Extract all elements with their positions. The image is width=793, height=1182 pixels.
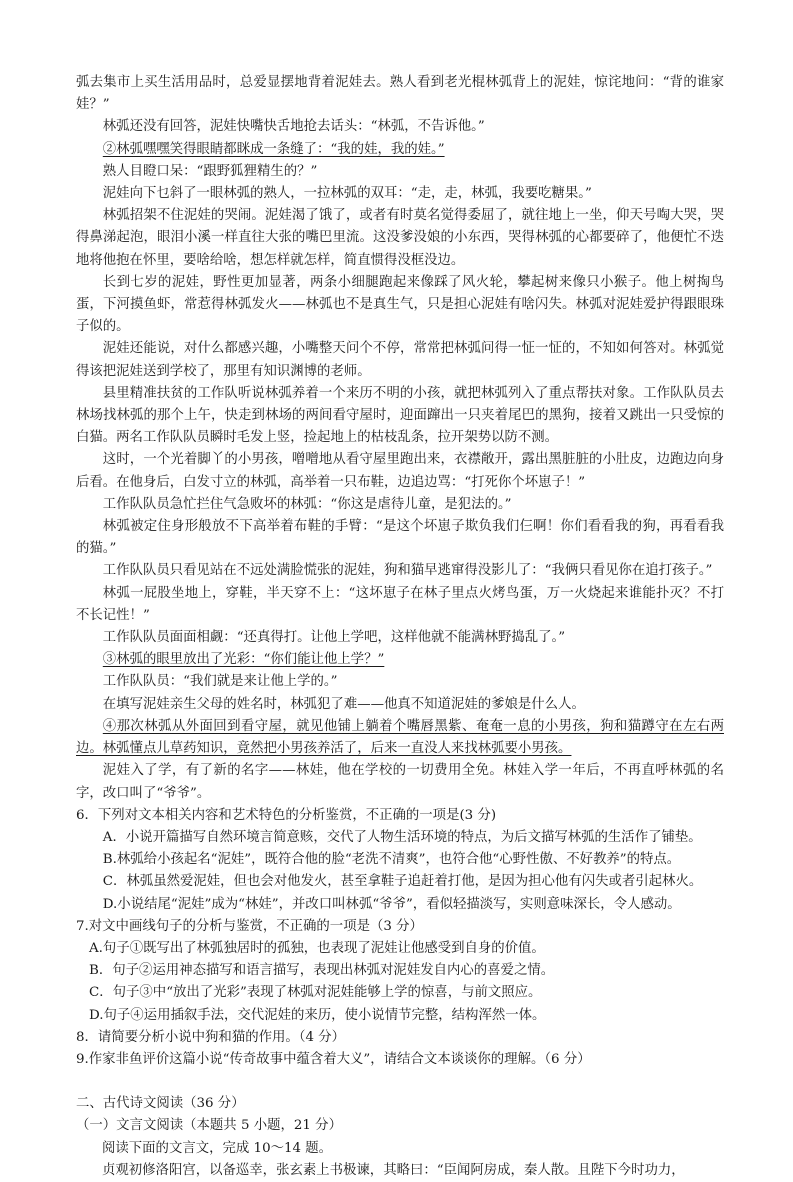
question-7-option-a: A.句子①既写出了林弧独居时的孤独，也表现了泥娃让他感受到自身的价值。	[89, 940, 545, 956]
question-7-stem: 7.对文中画线句子的分析与鉴赏，不正确的一项是（3 分）	[76, 918, 423, 934]
question-6-option-b: B.林弧给小孩起名“泥娃”，既符合他的脸“老洗不清爽”，也符合他“心野性傲、不好教养”的特点。	[102, 852, 681, 868]
story-paragraph: 林弧还没有回答，泥娃快嘴快舌地抢去话头：“林弧，不告诉他。”	[102, 119, 485, 135]
question-7-option-d: D.句子④运用插叙手法，交代泥娃的来历，使小说情节完整，结构浑然一体。	[89, 1007, 546, 1023]
underlined-sentence-3: ③林弧的眼里放出了光彩：“你们能让他上学？”	[102, 652, 385, 668]
page-content	[76, 72, 724, 1182]
story-paragraph: 泥娃入了学，有了新的名字——林娃，他在学校的一切费用全免。林娃入学一年后，不再直呼林弧的名字，改口叫了“爷爷”。	[76, 763, 724, 801]
question-6-option-c: C．林弧虽然爱泥娃，但也会对他发火，甚至拿鞋子追赶着打他，是因为担心他有闪失或者引起林火。	[102, 874, 703, 890]
story-paragraph: 工作队队员只看见站在不远处满脸慌张的泥娃，狗和猫早逃窜得没影儿了：“我俩只看见你在追打孩子。”	[102, 563, 713, 579]
section-2-instruction: 阅读下面的文言文，完成 10～14 题。	[102, 1140, 333, 1156]
story-paragraph: 林弧一屁股坐地上，穿鞋，半天穿不上：“这坏崽子在林子里点火烤鸟蛋，万一火烧起来谁能扑灭？不打不长记性！”	[76, 585, 724, 623]
question-6-option-d: D.小说结尾“泥娃”成为“林娃”，并改口叫林弧“爷爷”，看似轻描淡写，实则意味深长，令人感动。	[102, 896, 681, 912]
underlined-sentence-2: ②林弧嘿嘿笑得眼睛都眯成一条缝了：“我的娃，我的娃。”	[102, 141, 445, 157]
section-2-subheading: （一）文言文阅读（本题共 5 小题，21 分）	[76, 1118, 342, 1134]
question-6-option-a: A．小说开篇描写自然环境言简意赅，交代了人物生活环境的特点，为后文描写林弧的生活作了铺垫。	[102, 829, 702, 845]
story-paragraph: 工作队队员面面相觑：“还真得打。让他上学吧，这样他就不能满林野捣乱了。”	[102, 630, 566, 646]
question-6-stem: 6．下列对文本相关内容和艺术特色的分析鉴赏，不正确的一项是(3 分)	[76, 807, 497, 823]
story-paragraph-underlined	[76, 716, 724, 760]
story-paragraph: 弧去集市上买生活用品时，总爱显摆地背着泥娃去。熟人看到老光棍林弧背上的泥娃，惊诧地问：“背的谁家娃？”	[76, 75, 724, 113]
question-9: 9.作家非鱼评价这篇小说“传奇故事中蕴含着大义”，请结合文本谈谈你的理解。（6 分）	[76, 1051, 591, 1067]
story-paragraph: 林弧被定住身形般放不下高举着布鞋的手臂：“是这个坏崽子欺负我们仨啊！你们看看我的狗，再看看我的猫。”	[76, 519, 724, 557]
story-paragraph: 熟人目瞪口呆：“跟野狐狸精生的？”	[102, 163, 318, 179]
story-paragraph: 林弧招架不住泥娃的哭闹。泥娃渴了饿了，或者有时莫名觉得委屈了，就往地上一坐，仰天号啕大哭，哭得鼻涕起泡，眼泪小溪一样直往大张的嘴巴里流。这没爹没娘的小东西，哭得林弧的心都要碎了，他便忙不迭地将他抱在怀里，要啥给啥，想怎样就怎样，简直惯得没框没边。	[76, 208, 724, 268]
classical-text-paragraph: 贞观初修洛阳宫，以备巡幸，张玄素上书极谏，其略曰：“臣闻阿房成，秦人散。且陛下今时功力，	[102, 1162, 685, 1178]
story-paragraph-underlined	[76, 649, 724, 671]
story-paragraph: 工作队队员：“我们就是来让他上学的。”	[102, 674, 338, 690]
section-2-heading: 二、古代诗文阅读（36 分）	[76, 1096, 245, 1112]
section-gap	[76, 1071, 724, 1093]
story-paragraph: 泥娃向下乜斜了一眼林弧的熟人，一拉林弧的双耳：“走，走，林弧，我要吃糖果。”	[102, 186, 592, 202]
story-paragraph: 在填写泥娃亲生父母的姓名时，林弧犯了难——他真不知道泥娃的爹娘是什么人。	[102, 696, 585, 712]
question-7-option-b: B．句子②运用神态描写和语言描写，表现出林弧对泥娃发自内心的喜爱之情。	[89, 963, 555, 979]
story-paragraph: 这时，一个光着脚丫的小男孩，噌噌地从看守屋里跑出来，衣襟敞开，露出黑脏脏的小肚皮，边跑边向身后看。在他身后，白发寸立的林弧，高举着一只布鞋，边追边骂：“打死你个坏崽子！”	[76, 452, 724, 490]
story-paragraph: 泥娃还能说，对什么都感兴趣，小嘴整天问个不停，常常把林弧问得一怔一怔的，不知如何答对。林弧觉得该把泥娃送到学校了，那里有知识渊博的老师。	[76, 341, 724, 379]
story-paragraph: 工作队队员急忙拦住气急败坏的林弧：“你这是虐待儿童，是犯法的。”	[102, 496, 512, 512]
story-paragraph-underlined	[76, 139, 724, 161]
story-paragraph: 县里精准扶贫的工作队听说林弧养着一个来历不明的小孩，就把林弧列入了重点帮扶对象。工作队队员去林场找林弧的那个上午，快走到林场的两间看守屋时，迎面蹿出一只夹着尾巴的黑狗，接着又跳出一只受惊的白猫。两名工作队队员瞬时毛发上竖，捡起地上的枯枝乱条，拉开架势以防不测。	[76, 385, 724, 446]
question-7-option-c: C．句子③中“放出了光彩”表现了林弧对泥娃能够上学的惊喜，与前文照应。	[89, 985, 542, 1001]
story-paragraph: 长到七岁的泥娃，野性更加显著，两条小细腿跑起来像踩了风火轮，攀起树来像只小猴子。他上树掏鸟蛋，下河摸鱼虾，常惹得林弧发火——林弧也不是真生气，只是担心泥娃有啥闪失。林弧对泥娃爱护得跟眼珠子似的。	[76, 274, 724, 335]
underlined-sentence-4: ④那次林弧从外面回到看守屋，就见他铺上躺着个嘴唇黑紫、奄奄一息的小男孩，狗和猫蹲守在左右两边。林弧懂点儿草药知识，竟然把小男孩养活了，后来一直没人来找林弧要小男孩。	[76, 718, 724, 757]
question-8: 8．请简要分析小说中狗和猫的作用。（4 分）	[76, 1029, 346, 1045]
